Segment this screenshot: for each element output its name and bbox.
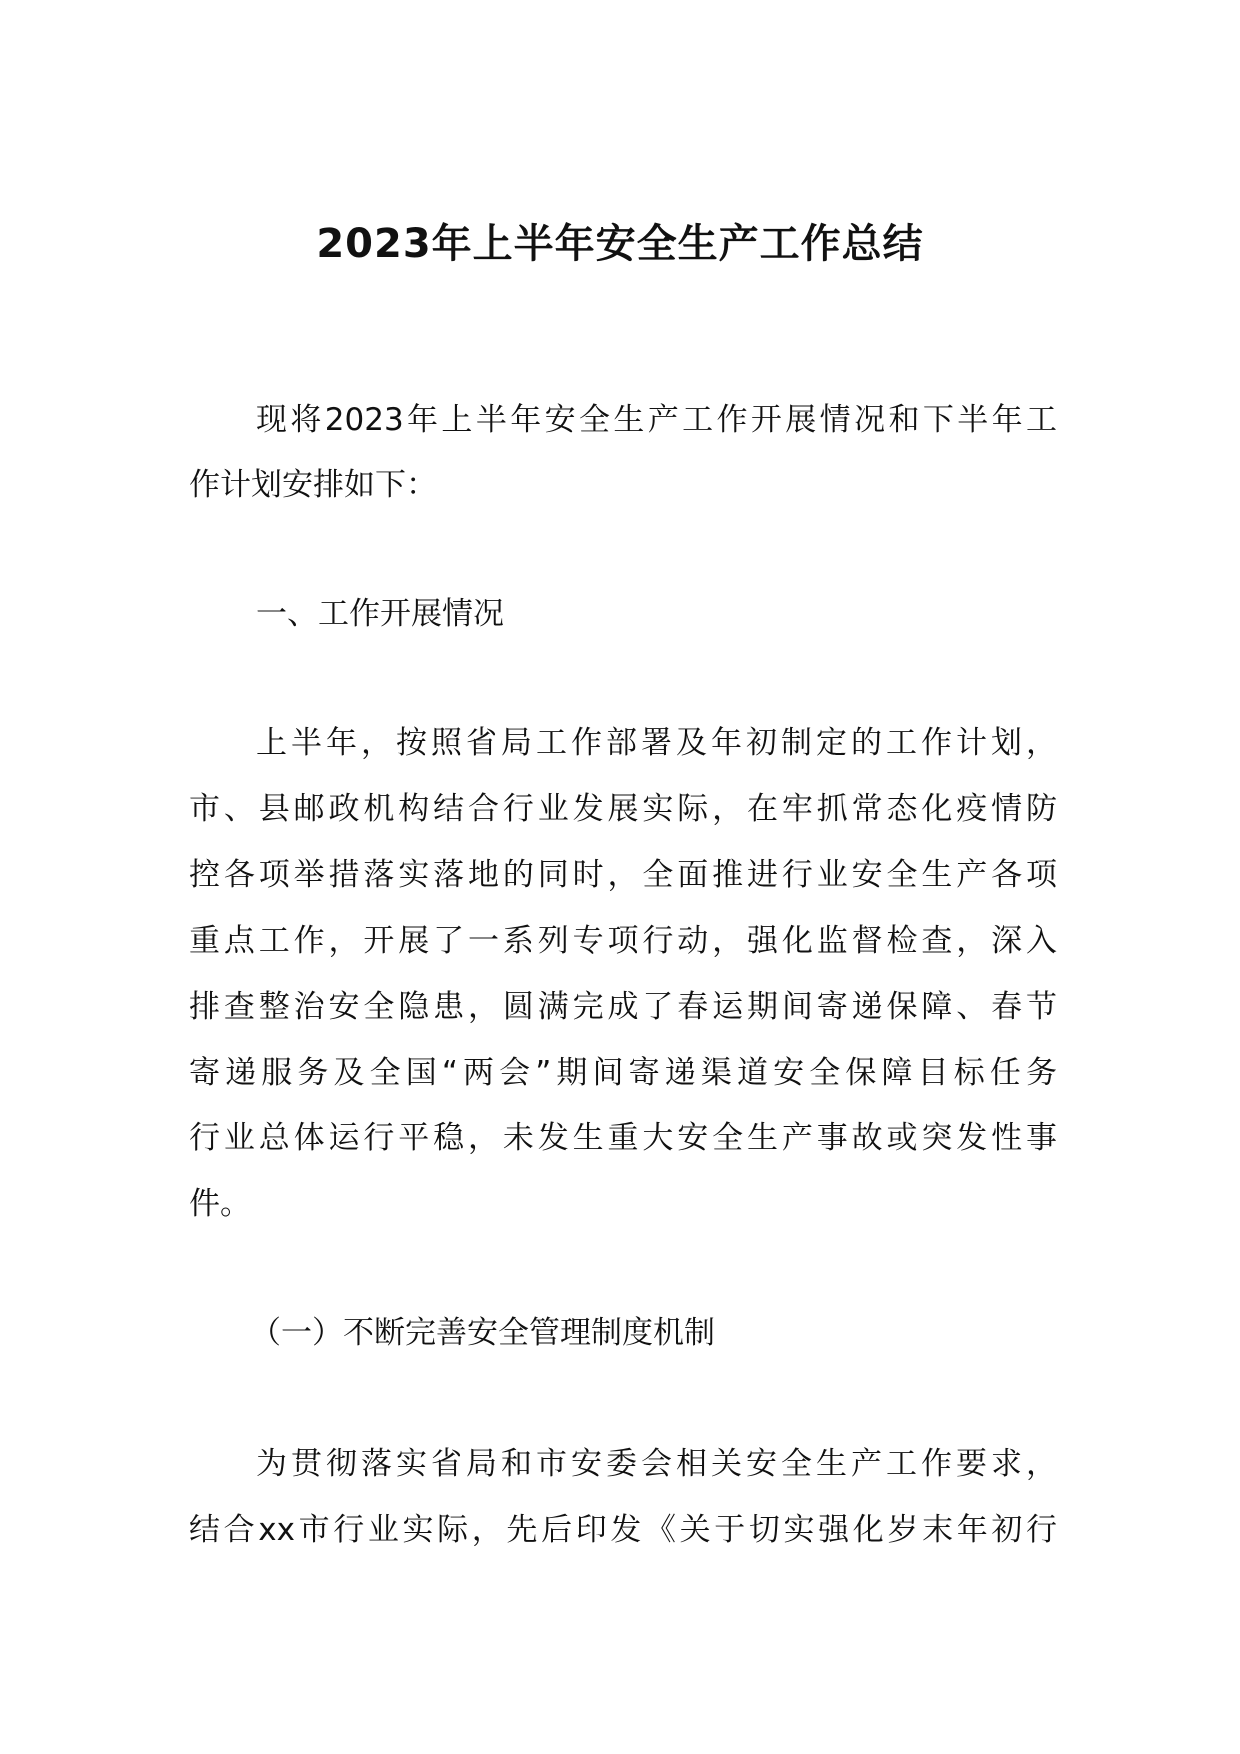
paragraph-line: 结合xx市行业实际，先后印发《关于切实强化岁末年初行 <box>189 1512 1057 1548</box>
paragraph-line: 行业总体运行平稳，未发生重大安全生产事故或突发性事 <box>189 1120 1057 1156</box>
paragraph-line: 寄递服务及全国“两会”期间寄递渠道安全保障目标任务 <box>189 1055 1057 1091</box>
subsection-heading: （一）不断完善安全管理制度机制 <box>250 1315 715 1351</box>
paragraph-line: 市、县邮政机构结合行业发展实际，在牢抓常态化疫情防 <box>189 791 1057 827</box>
intro-line: 作计划安排如下： <box>189 467 437 503</box>
section-heading: 一、工作开展情况 <box>256 596 504 632</box>
paragraph-line: 件。 <box>189 1186 251 1222</box>
paragraph-line: 控各项举措落实落地的同时，全面推进行业安全生产各项 <box>189 857 1057 893</box>
intro-line: 现将2023年上半年安全生产工作开展情况和下半年工 <box>256 402 1057 438</box>
paragraph-line: 排查整治安全隐患，圆满完成了春运期间寄递保障、春节 <box>189 989 1057 1025</box>
document-title: 2023年上半年安全生产工作总结 <box>316 221 924 267</box>
paragraph-line: 重点工作，开展了一系列专项行动，强化监督检查，深入 <box>189 923 1057 959</box>
paragraph-line: 为贯彻落实省局和市安委会相关安全生产工作要求， <box>256 1446 1057 1482</box>
paragraph-line: 上半年，按照省局工作部署及年初制定的工作计划， <box>256 725 1057 761</box>
